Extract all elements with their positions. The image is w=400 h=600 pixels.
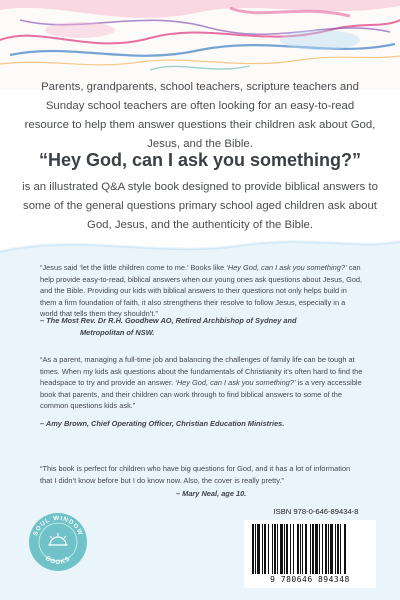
barcode-bar <box>255 524 256 574</box>
endorsement-2-book-title: ‘Hey God, can I ask you something?’ <box>175 378 296 387</box>
book-title-headline: “Hey God, can I ask you something?” <box>38 150 362 170</box>
barcode-bar <box>325 524 327 574</box>
barcode-bar <box>268 524 269 574</box>
endorsement-1-text-continued: can help provide easy-to-read, biblical answers when our young ones ask questions about Jesus, God, and the Bible. Providing our kids with biblical answers to their questions not only helps build in them a firm foundation of faith, it also strengthens their resolve to follow Jesus, especially in a world that tells them they shouldn’t.” <box>40 263 363 318</box>
barcode-bar <box>305 524 307 574</box>
barcode-bar <box>290 524 291 574</box>
barcode-bar <box>264 524 266 574</box>
barcode-bar <box>310 524 311 574</box>
barcode-bar <box>297 524 299 574</box>
barcode-bar <box>286 524 288 574</box>
barcode-bar <box>319 524 320 574</box>
barcode-bar <box>300 524 301 574</box>
barcode-bar <box>335 524 336 574</box>
endorsement-2-text-continued: is a very accessible book that parents, and their children can work through to find biblical answers to some of the common questions kids ask.” <box>40 378 362 410</box>
barcode-bar <box>277 524 278 574</box>
endorsement-quote-2 <box>40 354 364 412</box>
barcode-bar <box>322 524 323 574</box>
endorsement-1-text: “Jesus said ‘let the little children come to me.’ Books like <box>40 263 227 272</box>
endorsement-2-attribution: – Amy Brown, Chief Operating Officer, Christian Education Ministries. <box>40 419 285 428</box>
decorative-wave <box>0 222 400 262</box>
barcode-bar <box>272 524 273 574</box>
logo-bottom-text: BOOKS <box>44 554 72 567</box>
barcode-bar <box>330 524 333 574</box>
barcode-bar <box>337 524 339 574</box>
decorative-watercolor-art <box>0 0 400 90</box>
book-description: is an illustrated Q&A style book designed to provide biblical answers to some of the general questions primary school aged children ask about God, Jesus, and the authenticity of the Bible. <box>22 181 378 231</box>
barcode-bar <box>340 524 341 574</box>
intro-paragraph: Parents, grandparents, school teachers, scripture teachers and Sunday school teachers are often looking for an easy-to-read resource to help them answer questions their children ask about God, Jesus, and the Bible. <box>24 81 376 150</box>
endorsement-quote-3: “This book is perfect for children who have big questions for God, and it has a lot of information that I didn’t know before but I do know now. Also, the cover is really pretty.” <box>40 464 351 485</box>
barcode-bar <box>312 524 314 574</box>
isbn-barcode <box>252 524 370 574</box>
barcode-bar <box>252 524 254 574</box>
barcode-bar <box>302 524 303 574</box>
endorsement-quote-1 <box>40 262 364 320</box>
endorsement-1-attribution: – The Most Rev. Dr R.H. Goodhew AO, Retired Archbishop of Sydney and <box>40 316 297 325</box>
logo-top-text: SOUL WINDOW <box>31 514 85 537</box>
endorsement-1-attribution-line-2: Metropolitan of NSW. <box>80 328 155 337</box>
barcode-bar <box>315 524 318 574</box>
barcode-bar <box>293 524 294 574</box>
barcode-bar <box>257 524 260 574</box>
isbn-label: ISBN 978-0-646-89434-8 <box>273 507 359 516</box>
endorsement-1-book-title: ‘Hey God, can I ask you something?’ <box>226 263 347 272</box>
barcode-bar <box>280 524 283 574</box>
publisher-logo <box>28 512 88 572</box>
barcode-bar <box>284 524 285 574</box>
barcode-digits: 9 780646 894348 <box>270 575 350 584</box>
endorsement-2-text: “As a parent, managing a full-time job and balancing the challenges of family life can be tough at times. When my kids ask questions about the fundamentals of Christianity it’s often hard to find the headspace to try and provide an answer. <box>40 355 363 387</box>
barcode-bar <box>262 524 263 574</box>
barcode-bar <box>344 524 346 574</box>
barcode-bar <box>274 524 276 574</box>
endorsement-3-attribution: – Mary Neal, age 10. <box>176 489 247 498</box>
barcode-bar <box>328 524 329 574</box>
